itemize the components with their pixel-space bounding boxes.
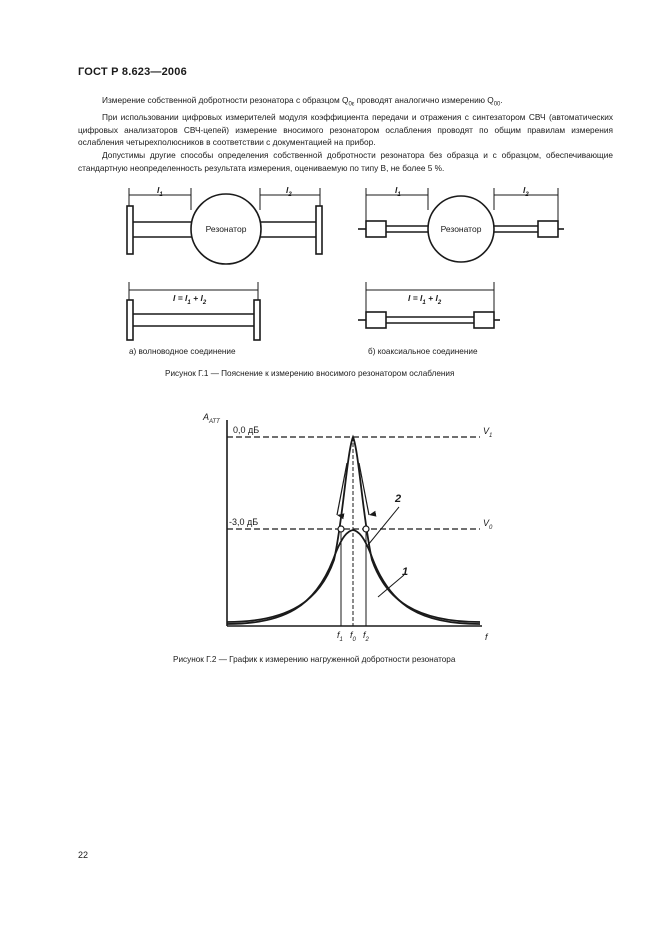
paragraph-2: При использовании цифровых измерителей модуля коэффициента передачи и отражения с синтезатором СВЧ (автоматических цифровых анализаторов СВЧ-цепей) измерение вносимого резонатором ослабления проводят по общим правилам измерения ослабления четырехполюсников в соответствии с документацией на прибор. [78,112,613,148]
curve-2-label: 2 [395,493,402,505]
f2-label: $f_2$ [363,630,369,643]
curve-1-label: 1 [402,566,409,578]
document-header: ГОСТ Р 8.623—2006 [78,66,187,78]
dim-sum-b: $l = l_1 + l_2$ [408,293,442,306]
f1-label: $f_1$ [337,630,343,643]
dim-l1-a: $l_1$ [157,185,163,198]
point-f2 [363,526,369,532]
paragraph-3: Допустимы другие способы определения собственной добротности резонатора без образца и с образцом, обеспечивающие стандартную неопределенность результата измерения, оцениваемую по типу В, не более 5 %. [78,150,613,173]
v1-label: $V_1$ [483,426,493,439]
leader-curve-2 [368,507,399,545]
figure-2-caption: Рисунок Г.2 — График к измерению нагруженной добротности резонатора [173,655,456,664]
level-0db-label: 0,0 дБ [233,425,260,435]
f0-label: $f_0$ [350,630,356,643]
resonator-label-b: Резонатор [440,224,482,234]
x-axis-label: f [485,632,488,642]
y-axis-label: $A_{АТТ}$ [203,412,220,425]
resonator-label-a: Резонатор [205,224,247,234]
figure-1-caption: Рисунок Г.1 — Пояснение к измерению вносимого резонатором ослабления [165,369,455,378]
level-3db-label: -3,0 дБ [229,517,259,527]
page-number: 22 [78,850,89,860]
label-coaxial: б) коаксиальное соединение [368,347,478,356]
point-f1 [338,526,344,532]
dim-l2-b: $l_2$ [523,185,529,198]
dim-sum-a: $l = l_1 + l_2$ [173,293,207,306]
paragraph-1: Измерение собственной добротности резонатора с образцом $Q_{0\varepsilon}$ проводят аналогично измерению $Q_{00}$. [102,95,503,108]
label-waveguide: а) волноводное соединение [129,347,236,356]
dim-l1-b: $l_1$ [395,185,401,198]
v0-label: $V_0$ [483,518,493,531]
dim-l2-a: $l_2$ [286,185,292,198]
